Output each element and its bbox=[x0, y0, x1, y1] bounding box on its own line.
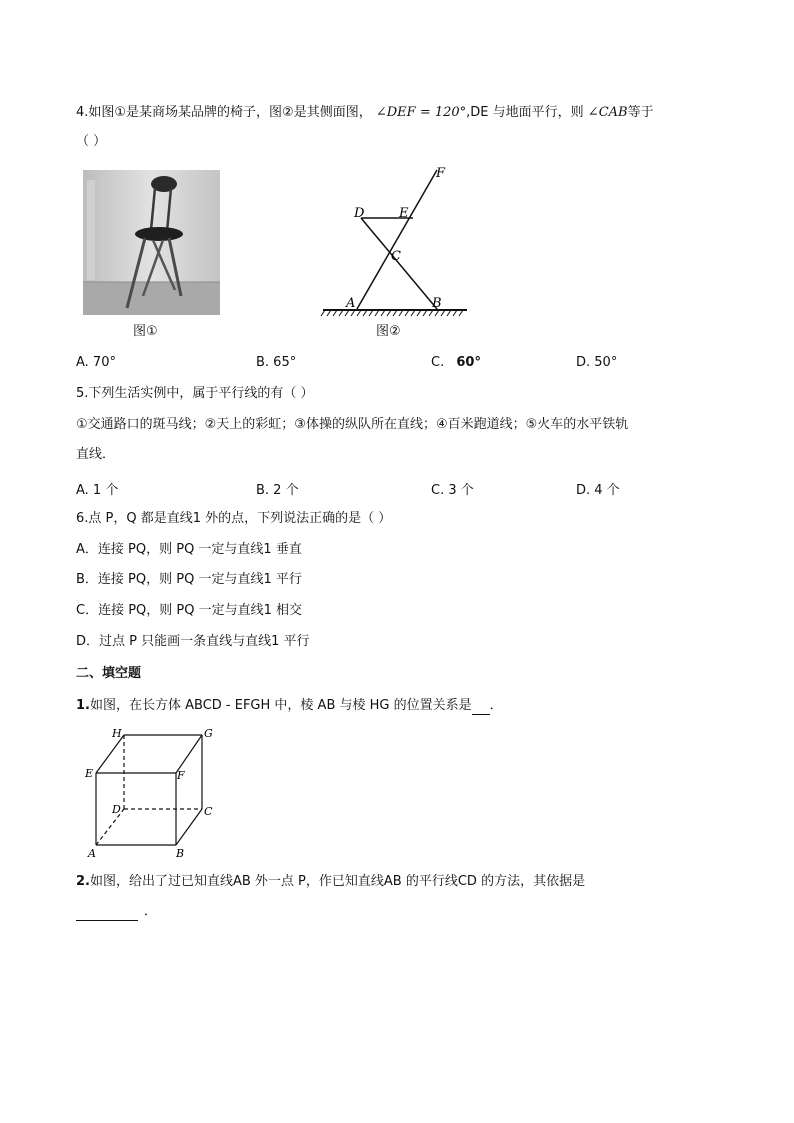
cube-label-d: D bbox=[112, 803, 121, 816]
q5-option-b: B. 2 个 bbox=[256, 483, 299, 498]
q4-middle: ,DE 与地面平行，则 bbox=[466, 105, 584, 120]
label-d: D bbox=[354, 206, 365, 221]
edge-fg bbox=[176, 735, 202, 773]
q5-stem: 5.下列生活实例中，属于平行线的有（ ） bbox=[76, 386, 314, 401]
q6-option-c: C．连接 PQ，则 PQ 一定与直线1 相交 bbox=[76, 603, 303, 618]
chair-side-diagram bbox=[315, 162, 475, 322]
label-e: E bbox=[399, 206, 409, 221]
label-b: B bbox=[432, 296, 442, 311]
q4-option-d: D. 50° bbox=[576, 355, 618, 370]
q6-option-d: D．过点 P 只能画一条直线与直线1 平行 bbox=[76, 634, 310, 649]
q6-stem: 6.点 P，Q 都是直线1 外的点，下列说法正确的是（ ） bbox=[76, 511, 392, 526]
chair-photo bbox=[83, 170, 220, 315]
edge-bc bbox=[176, 809, 202, 845]
q4-suffix: 等于 bbox=[627, 105, 654, 120]
fig1-caption: 图① bbox=[133, 324, 158, 339]
edge-eh bbox=[96, 735, 124, 773]
fig2-caption: 图② bbox=[376, 324, 401, 339]
line-af bbox=[357, 170, 437, 309]
q4-angle-cab: ∠CAB bbox=[587, 105, 628, 120]
q4-option-a: A. 70° bbox=[76, 355, 116, 370]
f2-end: ． bbox=[144, 904, 158, 919]
cube-label-e: E bbox=[85, 767, 94, 780]
f2-number: 2. bbox=[76, 874, 90, 889]
cube-label-g: G bbox=[204, 727, 213, 740]
q4-paren: （ ） bbox=[76, 134, 107, 149]
f2-answer-blank[interactable] bbox=[76, 906, 138, 921]
f1-answer-blank[interactable] bbox=[472, 700, 490, 715]
q4-option-c-value: 60° bbox=[456, 355, 481, 370]
f1-stem bbox=[76, 697, 503, 715]
q5-body-line2: 直线． bbox=[76, 447, 116, 462]
q6-option-b: B．连接 PQ，则 PQ 一定与直线1 平行 bbox=[76, 572, 302, 587]
q5-option-d: D. 4 个 bbox=[576, 483, 620, 498]
f1-number: 1. bbox=[76, 698, 90, 713]
section-title: 二、填空题 bbox=[76, 666, 142, 681]
cube-label-h: H bbox=[112, 727, 122, 740]
label-c: C bbox=[391, 249, 401, 264]
f2-answer-line bbox=[76, 903, 157, 921]
cube-label-c: C bbox=[204, 805, 213, 818]
q4-option-b: B. 65° bbox=[256, 355, 297, 370]
q4-option-c bbox=[431, 355, 481, 370]
q4-prefix: 4.如图①是某商场某品牌的椅子，图②是其侧面图， bbox=[76, 105, 372, 120]
cuboid-diagram bbox=[84, 725, 219, 865]
q5-body-line1: ①交通路口的斑马线；②天上的彩虹；③体操的纵队所在直线；④百米跑道线；⑤火车的水平铁轨 bbox=[76, 417, 629, 432]
cube-label-a: A bbox=[88, 847, 96, 860]
chair-photo-drawing bbox=[83, 170, 220, 315]
f2-text: 如图，给出了过已知直线AB 外一点 P，作已知直线AB 的平行线CD 的方法，其依据是 bbox=[89, 874, 586, 889]
label-f: F bbox=[436, 166, 446, 181]
q4-angle-def: ∠DEF = 120° bbox=[375, 105, 467, 120]
f1-end: ． bbox=[489, 698, 503, 713]
f1-text: 如图，在长方体 ABCD - EFGH 中，棱 AB 与棱 HG 的位置关系是 bbox=[89, 698, 472, 713]
f2-stem bbox=[76, 873, 585, 891]
q6-option-a: A．连接 PQ，则 PQ 一定与直线1 垂直 bbox=[76, 542, 302, 557]
q4-stem bbox=[76, 104, 654, 122]
q4-option-c-letter: C. bbox=[431, 355, 445, 370]
cube-label-b: B bbox=[176, 847, 185, 860]
cube-label-f: F bbox=[177, 769, 185, 782]
label-a: A bbox=[346, 296, 356, 311]
q5-option-c: C. 3 个 bbox=[431, 483, 474, 498]
q5-option-a: A. 1 个 bbox=[76, 483, 119, 498]
